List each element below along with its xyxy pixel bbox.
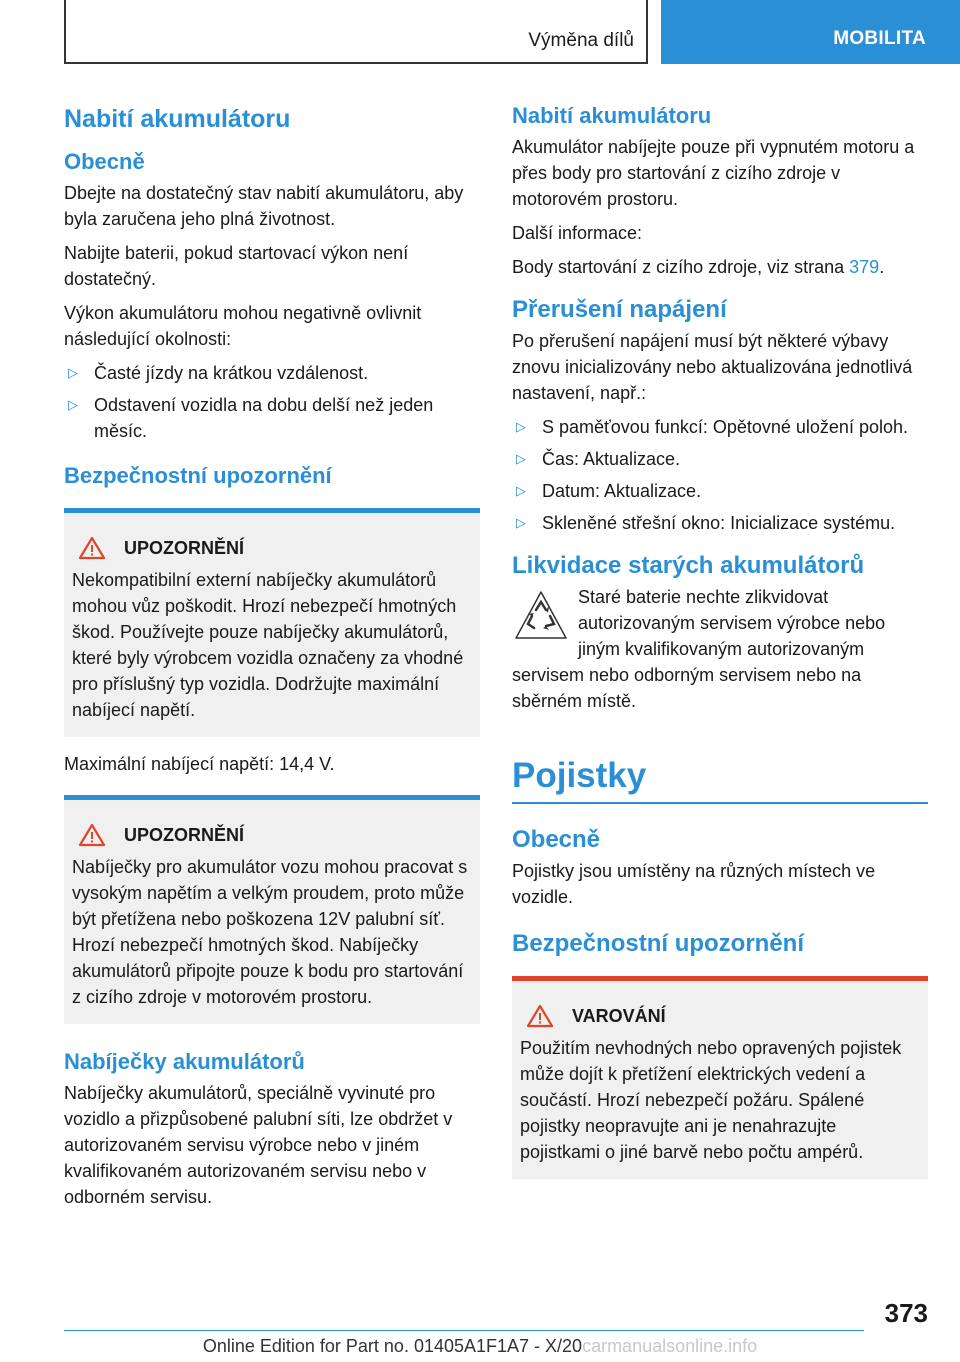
fuses-heading: Pojistky xyxy=(512,756,647,795)
warning-title: UPOZORNĚNÍ xyxy=(124,537,245,558)
warning-text: Použitím nevhodných nebo opravených pojistek může dojít k přetížení elektrických vedení a součástí. Hrozí nebezpečí požáru. Spálené pojistky neopravujte ani je nenahrazujte pojistkami o jiné barvě nebo počtu ampérů. xyxy=(520,1038,902,1162)
disposal-heading: Likvidace starých akumulátorů xyxy=(512,552,865,579)
triangle-bullet-icon: ▷ xyxy=(68,365,78,380)
warning-box xyxy=(64,508,480,737)
safety-heading: Bezpečnostní upozornění xyxy=(64,463,332,488)
triangle-bullet-icon: ▷ xyxy=(68,397,78,412)
footer-edition: Online Edition for Part no. 01405A1F1A7 - X/20carmanualsonline.info xyxy=(202,1336,758,1356)
warning-box xyxy=(512,976,928,1179)
disposal-block xyxy=(512,584,928,714)
triangle-bullet-icon: ▷ xyxy=(516,483,526,498)
warning-triangle-icon xyxy=(526,1004,554,1028)
list-item: ▷ Časté jízdy na krátkou vzdálenost. xyxy=(64,360,480,386)
charge-heading: Nabití akumulátoru xyxy=(512,103,712,128)
chapter-tab[interactable]: MOBILITA xyxy=(661,0,960,64)
list-item: ▷ Datum: Aktualizace. xyxy=(512,478,928,504)
list-item: ▷ Čas: Aktualizace. xyxy=(512,446,928,472)
outage-text: Po přerušení napájení musí být některé výbavy znovu inicializovány nebo aktualizována jednotlivá nastavení, např.: xyxy=(512,331,913,403)
warning-triangle-icon xyxy=(78,823,106,847)
general-paragraph-3: Výkon akumulátoru mohou negativně ovlivnit následující okolnosti: xyxy=(64,303,422,349)
fuses-heading-block xyxy=(512,754,928,804)
page-title: Nabití akumulátoru xyxy=(64,105,291,133)
reference-line: Body startování z cizího zdroje, viz strana 379. xyxy=(512,257,885,277)
recycle-icon xyxy=(512,588,570,644)
chargers-text: Nabíječky akumulátorů, speciálně vyvinuté pro vozidlo a přizpůsobené palubní síti, lze obdržet v autorizovaném servisu výrobce nebo v jiném kvalifikovaném autorizovaném servisu nebo v odborném servisu. xyxy=(64,1083,453,1207)
triangle-bullet-icon: ▷ xyxy=(516,419,526,434)
page-number: 373 xyxy=(884,1298,928,1328)
charge-text: Akumulátor nabíjejte pouze při vypnutém motoru a přes body pro startování z cizího zdroje v motorovém prostoru. xyxy=(512,137,915,209)
conditions-list xyxy=(64,360,480,444)
general-paragraph-1: Dbejte na dostatečný stav nabití akumulátoru, aby byla zaručena jeho plná životnost. xyxy=(64,183,464,229)
outage-heading: Přerušení napájení xyxy=(512,296,727,323)
max-voltage-text: Maximální nabíjecí napětí: 14,4 V. xyxy=(64,754,335,774)
general-paragraph-2: Nabijte baterii, pokud startovací výkon není dostatečný. xyxy=(64,243,409,289)
general-heading: Obecně xyxy=(64,149,145,174)
page-reference-link[interactable]: 379 xyxy=(849,257,880,277)
triangle-bullet-icon: ▷ xyxy=(516,451,526,466)
list-item: ▷ Odstavení vozidla na dobu delší než jeden měsíc. xyxy=(64,392,480,444)
disposal-text: Staré baterie nechte zlikvidovat autorizovaným servisem výrobce nebo jiným kvalifikovaným autorizovaným servisem nebo odborným servisem nebo na sběrném místě. xyxy=(512,587,886,711)
warning-title: UPOZORNĚNÍ xyxy=(124,824,245,845)
footer-divider xyxy=(64,1330,864,1331)
more-info-label: Další informace: xyxy=(512,223,643,243)
left-column xyxy=(64,96,480,1218)
list-item: ▷ Skleněné střešní okno: Inicializace systému. xyxy=(512,510,928,536)
triangle-bullet-icon: ▷ xyxy=(516,515,526,530)
fuses-general-heading: Obecně xyxy=(512,826,601,853)
warning-text: Nabíječky pro akumulátor vozu mohou pracovat s vysokým napětím a velkým proudem, proto může být přetížena nebo poškozena 12V palubní síť. Hrozí nebezpečí hmotných škod. Nabíječky akumulátorů připojte pouze k bodu pro startování z cizího zdroje v motorovém prostoru. xyxy=(72,857,468,1007)
warning-title: VAROVÁNÍ xyxy=(572,1005,666,1026)
list-item: ▷ S paměťovou funkcí: Opětovné uložení poloh. xyxy=(512,414,928,440)
outage-list xyxy=(512,414,928,536)
warning-box xyxy=(64,795,480,1024)
chargers-heading: Nabíječky akumulátorů xyxy=(64,1049,305,1074)
warning-text: Nekompatibilní externí nabíječky akumulátorů mohou vůz poškodit. Hrozí nebezpečí hmotných škod. Používejte pouze nabíječky akumulátorů, které byly výrobcem vozidla označeny za vhodné pro příslušný typ vozidla. Dodržujte maximální nabíjecí napětí. xyxy=(72,570,464,720)
warning-triangle-icon xyxy=(78,536,106,560)
header-frame xyxy=(64,0,648,64)
header-section: Výměna dílů xyxy=(528,30,634,51)
fuses-safety-heading: Bezpečnostní upozornění xyxy=(512,930,805,957)
right-column xyxy=(512,96,928,1193)
watermark: carmanualsonline.info xyxy=(582,1336,758,1356)
fuses-general-text: Pojistky jsou umístěny na různých místech ve vozidle. xyxy=(512,861,876,907)
